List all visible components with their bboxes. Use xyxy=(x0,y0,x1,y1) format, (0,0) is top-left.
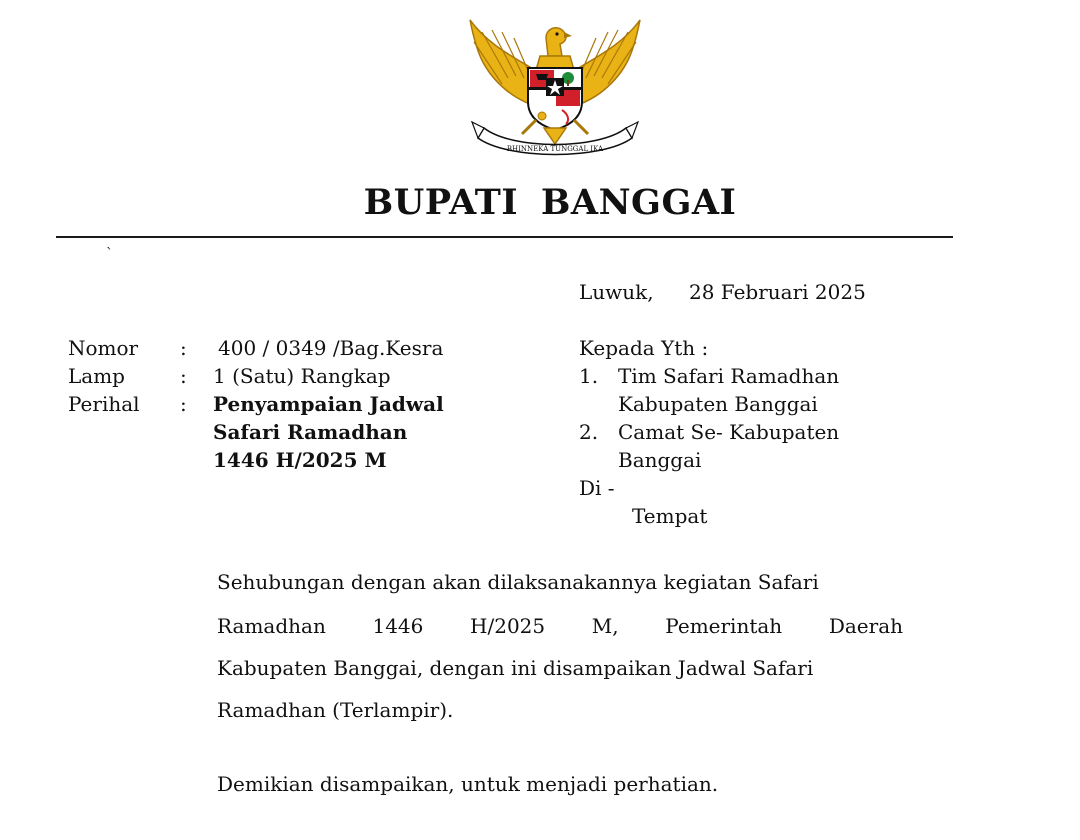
recipient-di: Di - xyxy=(579,476,615,500)
body-line-3: Kabupaten Banggai, dengan ini disampaikan Jadwal Safari xyxy=(217,656,814,680)
lamp-value: 1 (Satu) Rangkap xyxy=(213,364,391,388)
lamp-label: Lamp xyxy=(68,364,125,388)
recipient-2-line2: Banggai xyxy=(618,448,702,472)
nomor-label: Nomor xyxy=(68,336,139,360)
perihal-line-1: Penyampaian Jadwal xyxy=(213,392,444,416)
perihal-line-2: Safari Ramadhan xyxy=(213,420,408,444)
recipient-tempat: Tempat xyxy=(632,504,708,528)
recipient-1-line1: Tim Safari Ramadhan xyxy=(618,364,840,388)
perihal-label: Perihal xyxy=(68,392,140,416)
lamp-colon: : xyxy=(180,364,187,388)
body-line-1: Sehubungan dengan akan dilaksanakannya kegiatan Safari xyxy=(217,570,819,594)
stray-mark: ` xyxy=(106,246,113,262)
perihal-colon: : xyxy=(180,392,187,416)
emblem-motto: BHINNEKA TUNGGAL IKA xyxy=(506,145,604,153)
page-title: BUPATI BANGGAI xyxy=(363,182,737,223)
date-place: Luwuk, xyxy=(579,280,654,304)
date-value: 28 Februari 2025 xyxy=(689,280,866,304)
recipient-1-line2: Kabupaten Banggai xyxy=(618,392,818,416)
garuda-emblem-icon xyxy=(462,10,648,162)
recipient-greeting: Kepada Yth : xyxy=(579,336,709,360)
recipient-2-num: 2. xyxy=(579,420,599,444)
body-line-2: Ramadhan 1446 H/2025 M, Pemerintah Daerah xyxy=(217,614,903,638)
body-line-4: Ramadhan (Terlampir). xyxy=(217,698,454,722)
nomor-value: 400 / 0349 /Bag.Kesra xyxy=(218,336,444,360)
closing-line: Demikian disampaikan, untuk menjadi perhatian. xyxy=(217,772,719,796)
recipient-2-line1: Camat Se- Kabupaten xyxy=(618,420,840,444)
nomor-colon: : xyxy=(180,336,187,360)
recipient-1-num: 1. xyxy=(579,364,599,388)
perihal-line-3: 1446 H/2025 M xyxy=(213,448,387,472)
header-divider xyxy=(56,236,953,238)
